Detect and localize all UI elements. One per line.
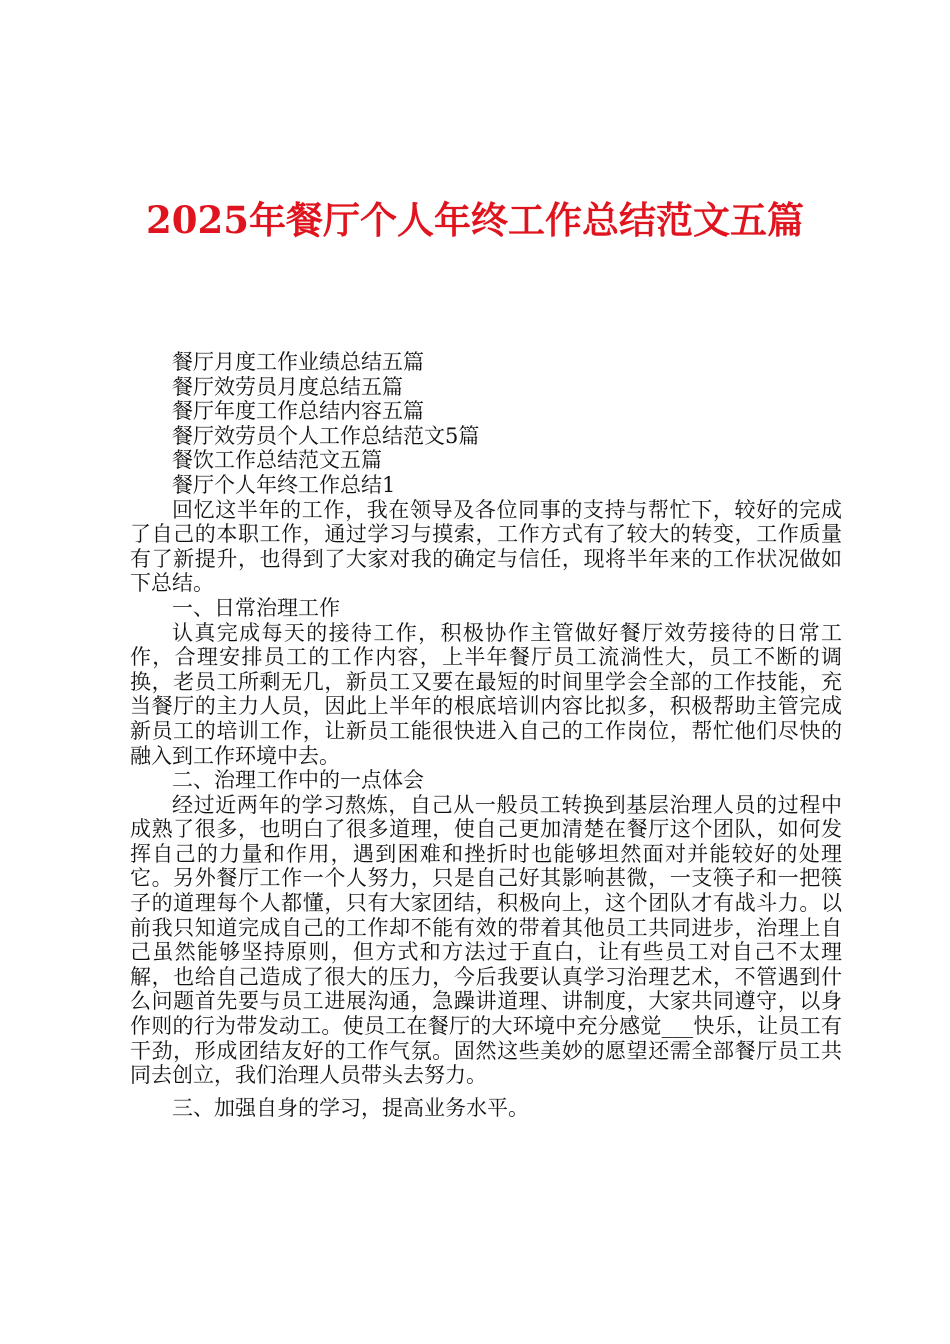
toc-list xyxy=(130,350,842,498)
section-paragraph-2: 经过近两年的学习熬炼，自己从一般员工转换到基层治理人员的过程中成熟了很多，也明白了很多道理，使自己更加清楚在餐厅这个团队，如何发挥自己的力量和作用，遇到困难和挫折时也能够坦然面对并能较好的处理它。另外餐厅工作一个人努力，只是自己好其影响甚微，一支筷子和一把筷子的道理每个人都懂，只有大家团结，积极向上，这个团队才有战斗力。以前我只知道完成自己的工作却不能有效的带着其他员工共同进步，治理上自己虽然能够坚持原则，但方式和方法过于直白，让有些员工对自己不太理解，也给自己造成了很大的压力，今后我要认真学习治理艺术，不管遇到什么问题首先要与员工进展沟通，急躁讲道理、讲制度，大家共同遵守，以身作则的行为带发动工。使员工在餐厅的大环境中充分感觉___快乐，让员工有干劲，形成团结友好的工作气氛。固然这些美妙的愿望还需全部餐厅员工共同去创立，我们治理人员带头去努力。 xyxy=(130,792,842,1088)
toc-item: 餐厅效劳员个人工作总结范文5篇 xyxy=(172,423,480,448)
toc-item: 餐厅个人年终工作总结1 xyxy=(172,472,396,497)
toc-item: 餐饮工作总结范文五篇 xyxy=(172,448,382,473)
section-heading-2: 二、治理工作中的一点体会 xyxy=(172,768,424,793)
toc-item: 餐厅效劳员月度总结五篇 xyxy=(172,374,403,399)
toc-item: 餐厅月度工作业绩总结五篇 xyxy=(172,350,424,374)
toc-item: 餐厅年度工作总结内容五篇 xyxy=(172,399,424,424)
document-title: 2025年餐厅个人年终工作总结范文五篇 xyxy=(146,198,804,242)
document-body xyxy=(130,350,842,1120)
section-heading-3: 三、加强自身的学习，提高业务水平。 xyxy=(172,1095,529,1120)
section-heading-1: 一、日常治理工作 xyxy=(172,595,340,620)
intro-paragraph: 回忆这半年的工作，我在领导及各位同事的支持与帮忙下，较好的完成了自己的本职工作，通过学习与摸索，工作方式有了较大的转变，工作质量有了新提升，也得到了大家对我的确定与信任，现将半年来的工作状况做如下总结。 xyxy=(130,497,842,596)
spacer xyxy=(130,1088,842,1096)
section-paragraph-1: 认真完成每天的接待工作，积极协作主管做好餐厅效劳接待的日常工作，合理安排员工的工作内容，上半年餐厅员工流淌性大，员工不断的调换，老员工所剩无几，新员工又要在最短的时间里学会全部的工作技能，充当餐厅的主力人员，因此上半年的根底培训内容比拟多，积极帮助主管完成新员工的培训工作，让新员工能很快进入自己的工作岗位，帮忙他们尽快的融入到工作环境中去。 xyxy=(130,620,842,768)
